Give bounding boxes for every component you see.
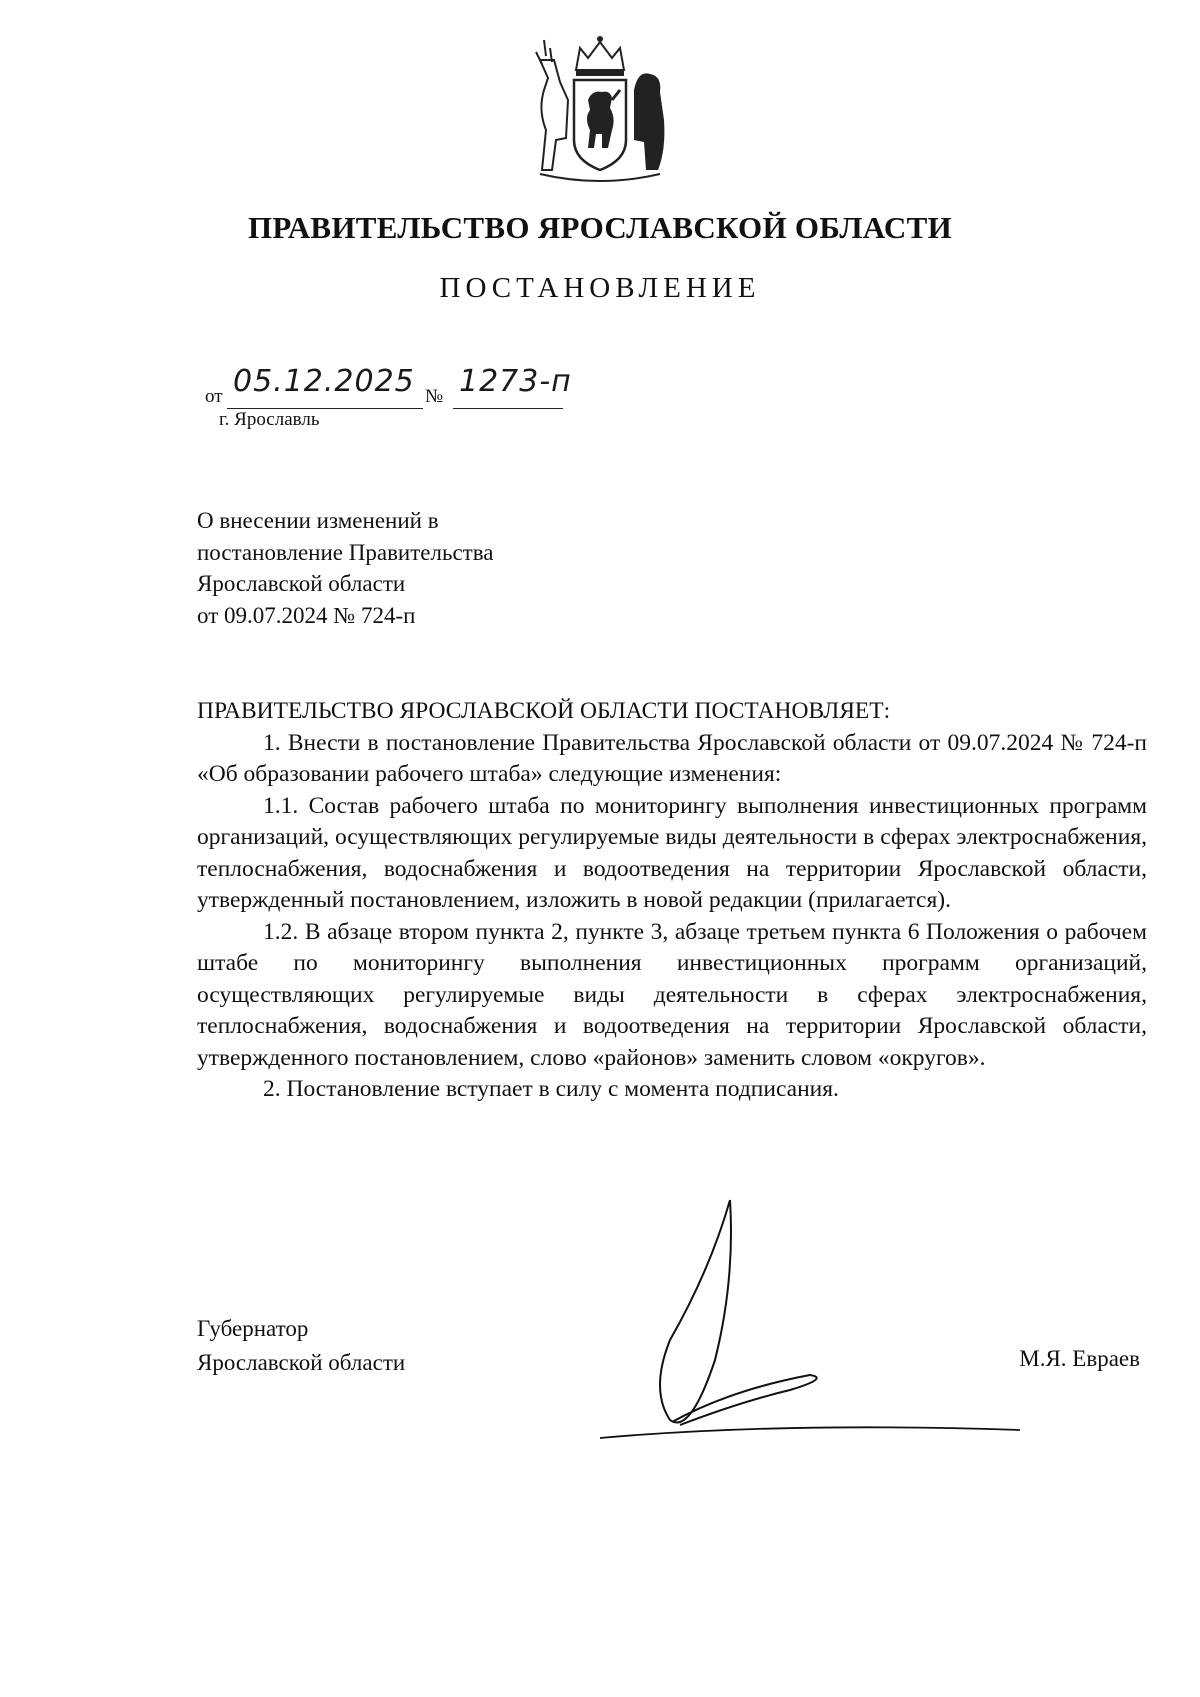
paragraph-1-1: 1.1. Состав рабочего штаба по мониторингу выполнения инвестиционных программ организаций, осуществляющих регулируемые виды деятельности в сферах электроснабжения, теплоснабжения, водоснабжения и водоотведения на территории Ярославской области, утвержденный постановлением, изложить в новой редакции (прилагается). — [197, 792, 1147, 913]
registration-line — [205, 364, 625, 412]
document-number: 1273-п — [459, 364, 572, 399]
subject-line: О внесении изменений в — [197, 508, 439, 533]
coat-of-arms-yaroslavl-oblast-icon — [530, 30, 670, 185]
document-type: ПОСТАНОВЛЕНИЕ — [439, 272, 761, 304]
position-line: Губернатор — [197, 1316, 309, 1341]
date-prefix: от — [205, 386, 223, 407]
paragraph-2: 2. Постановление вступает в силу с момента подписания. — [263, 1076, 839, 1102]
resolution-heading: ПРАВИТЕЛЬСТВО ЯРОСЛАВСКОЙ ОБЛАСТИ ПОСТАНОВЛЯЕТ: — [197, 698, 891, 724]
signatory-position — [197, 1312, 405, 1380]
number-underline — [453, 408, 563, 409]
document-date: 05.12.2025 — [233, 364, 415, 399]
organization-title: ПРАВИТЕЛЬСТВО ЯРОСЛАВСКОЙ ОБЛАСТИ — [248, 210, 952, 245]
document-city: г. Ярославль — [219, 409, 320, 430]
paragraph-1: 1. Внести в постановление Правительства Ярославской области от 09.07.2024 № 724-п «Об образовании рабочего штаба» следующие изменения: — [197, 729, 1147, 787]
paragraph-1-2: 1.2. В абзаце втором пункта 2, пункте 3, абзаце третьем пункта 6 Положения о рабочем штабе по мониторингу выполнения инвестиционных программ организаций, осуществляющих регулируемые виды деятельности в сферах электроснабжения, теплоснабжения, водоснабжения и водоотведения на территории Ярославской области, утвержденного постановлением, слово «районов» заменить словом «округов». — [197, 918, 1147, 1071]
handwritten-signature — [580, 1190, 1040, 1450]
subject-line: Ярославской области — [197, 571, 406, 596]
number-prefix: № — [425, 386, 444, 407]
document-body — [197, 696, 1147, 1106]
position-line: Ярославской области — [197, 1350, 406, 1375]
subject-line: от 09.07.2024 № 724-п — [197, 602, 416, 628]
subject-line: постановление Правительства — [197, 539, 494, 565]
document-subject — [197, 505, 494, 631]
signatory-name: М.Я. Евраев — [1019, 1346, 1140, 1371]
